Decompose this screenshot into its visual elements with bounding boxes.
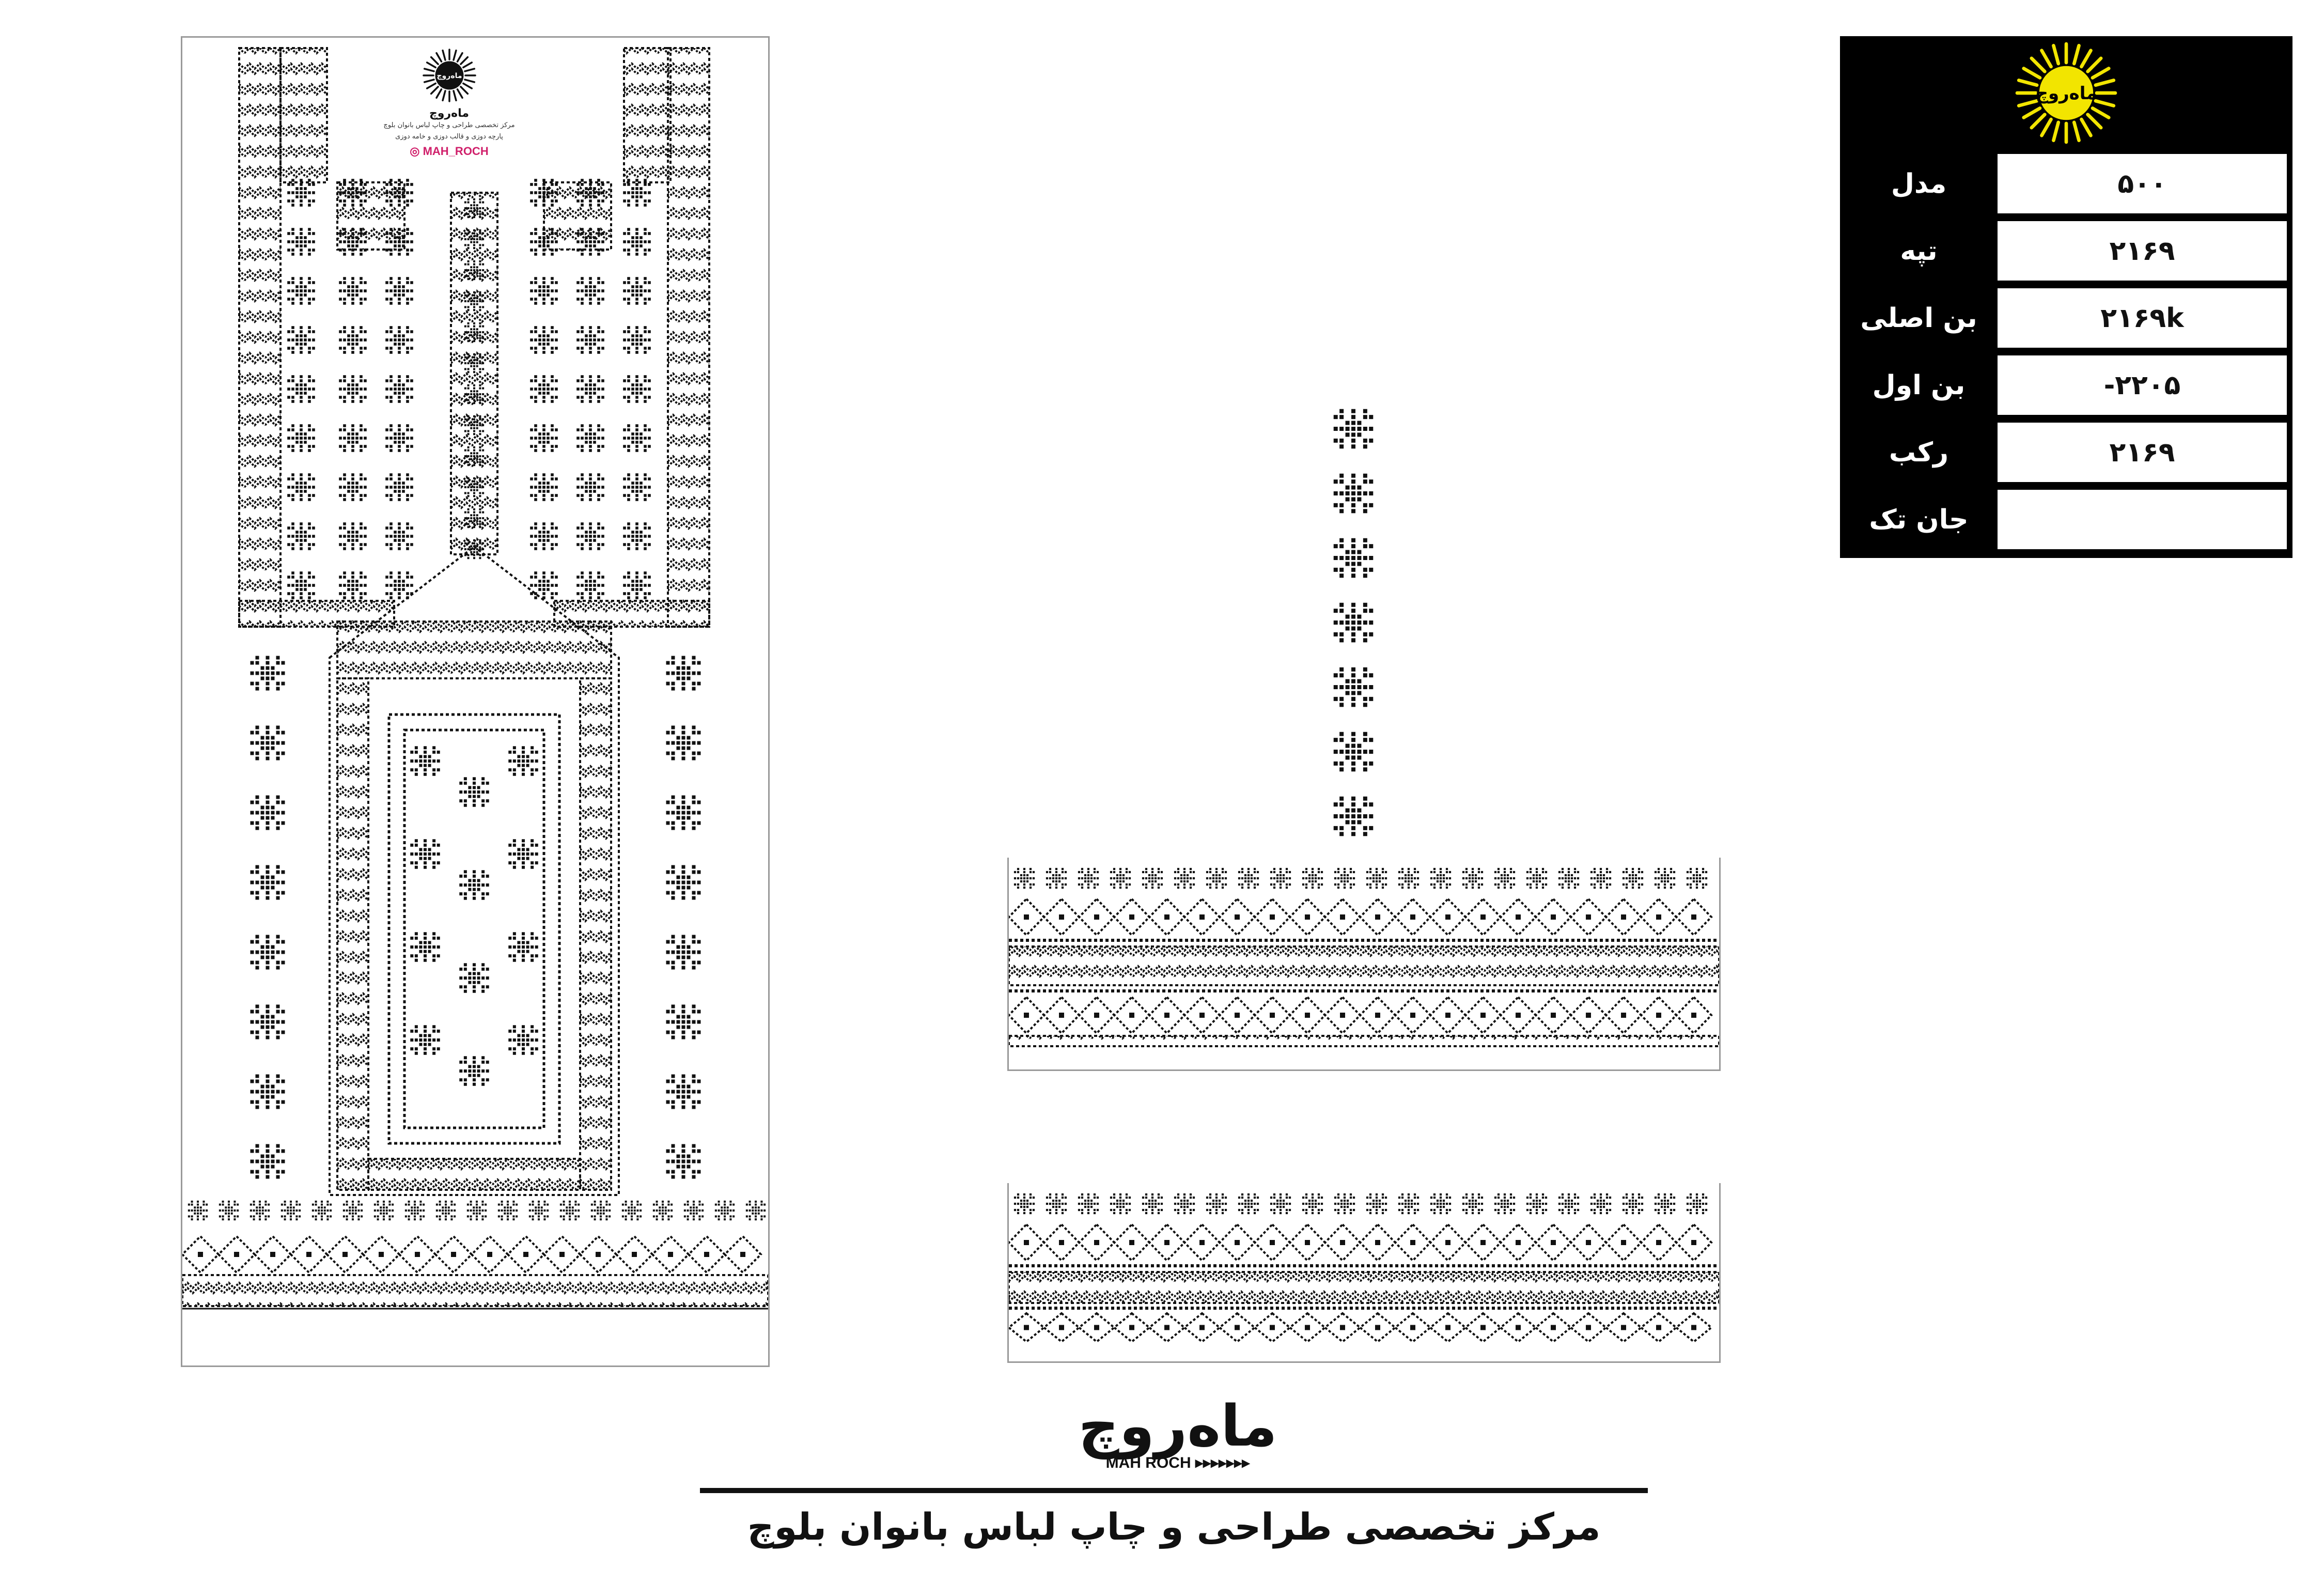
- cross-stitch-motif: [1078, 868, 1099, 889]
- cross-stitch-motif: [1046, 868, 1067, 889]
- cross-stitch-motif: [459, 963, 489, 992]
- cross-stitch-motif: [385, 522, 413, 550]
- cross-stitch-motif: [1398, 1193, 1419, 1214]
- cross-stitch-motif: [530, 326, 558, 354]
- spec-row-main-base: [1840, 284, 2292, 351]
- svg-text:ماه‌روچ: ماه‌روچ: [436, 71, 462, 80]
- cross-stitch-motif: [1206, 868, 1227, 889]
- cross-stitch-motif: [410, 839, 440, 868]
- cross-stitch-motif: [251, 1075, 285, 1109]
- cross-stitch-motif: [508, 839, 538, 868]
- cross-stitch-motif: [623, 375, 651, 403]
- cross-stitch-motif: [666, 1144, 701, 1179]
- cross-stitch-motif: [251, 865, 285, 900]
- cross-stitch-motif: [343, 1201, 363, 1220]
- spec-label: بن اصلی: [1860, 302, 1977, 334]
- spec-value: ۲۱۶۹k: [1998, 288, 2287, 348]
- cross-stitch-motif: [1334, 732, 1374, 772]
- cross-stitch-motif: [498, 1201, 518, 1220]
- cross-stitch-motif: [1494, 868, 1515, 889]
- spec-row-rekab: [1840, 418, 2292, 486]
- cross-stitch-motif: [464, 198, 484, 218]
- spec-value: ۵۰۰: [1998, 154, 2287, 213]
- cross-stitch-motif: [1366, 1193, 1387, 1214]
- cross-stitch-motif: [666, 1075, 701, 1109]
- cross-stitch-motif: [1526, 868, 1547, 889]
- cross-stitch-motif: [508, 932, 538, 961]
- cross-stitch-motif: [459, 870, 489, 899]
- footer-brand-name: ماه‌روچ: [1078, 1393, 1277, 1459]
- cross-stitch-motif: [219, 1201, 239, 1220]
- cross-stitch-motif: [188, 1201, 208, 1220]
- spec-value: ۲۱۶۹: [1998, 423, 2287, 482]
- cross-stitch-motif: [464, 229, 484, 249]
- instagram-handle-text: MAH_ROCH: [423, 145, 489, 158]
- cross-stitch-motif: [623, 277, 651, 305]
- cross-stitch-motif: [385, 424, 413, 452]
- cross-stitch-motif: [385, 571, 413, 599]
- spec-value: -۲۲۰۵: [1998, 355, 2287, 415]
- footer-tagline: مرکز تخصصی طراحی و چاپ لباس بانوان بلوچ: [747, 1505, 1601, 1548]
- cross-stitch-motif: [1238, 868, 1259, 889]
- sleeve-border-2: [1007, 1183, 1721, 1363]
- spec-table: [1840, 36, 2292, 558]
- cross-stitch-motif: [666, 726, 701, 761]
- cross-stitch-motif: [560, 1201, 580, 1220]
- cross-stitch-motif: [1174, 868, 1195, 889]
- brand-sun-logo-icon: [1840, 36, 2292, 150]
- cross-stitch-motif: [1334, 603, 1374, 643]
- cross-stitch-motif: [1623, 868, 1643, 889]
- sleeve-stem-motif: [1317, 408, 1390, 863]
- cross-stitch-motif: [1046, 1193, 1067, 1214]
- cross-stitch-motif: [339, 277, 367, 305]
- cross-stitch-motif: [623, 179, 651, 207]
- cross-stitch-motif: [385, 277, 413, 305]
- cross-stitch-motif: [653, 1201, 673, 1220]
- cross-stitch-motif: [666, 935, 701, 970]
- cross-stitch-motif: [530, 375, 558, 403]
- cross-stitch-motif: [251, 656, 285, 691]
- cross-stitch-motif: [1110, 868, 1131, 889]
- cross-stitch-motif: [436, 1201, 456, 1220]
- hem-band: [182, 1201, 768, 1309]
- diamond-band: [182, 1236, 761, 1272]
- cross-stitch-motif: [1366, 868, 1387, 889]
- cross-stitch-motif: [576, 326, 604, 354]
- cross-stitch-motif: [1462, 1193, 1483, 1214]
- cross-stitch-motif: [464, 446, 484, 466]
- cross-stitch-motif: [1014, 1193, 1035, 1214]
- cross-stitch-motif: [464, 477, 484, 497]
- cross-stitch-motif: [287, 571, 315, 599]
- side-motifs: [251, 656, 701, 1179]
- cross-stitch-motif: [684, 1201, 704, 1220]
- cross-stitch-motif: [287, 326, 315, 354]
- cross-stitch-motif: [1270, 1193, 1291, 1214]
- cross-stitch-motif: [1014, 868, 1035, 889]
- cross-stitch-motif: [1398, 868, 1419, 889]
- footer-divider: [700, 1488, 1648, 1493]
- panel-label-line1: مرکز تخصصی طراحی و چاپ لباس بانوان بلوچ: [383, 121, 515, 129]
- cross-stitch-motif: [508, 1025, 538, 1054]
- cross-stitch-motif: [576, 473, 604, 501]
- cross-stitch-motif: [1238, 1193, 1259, 1214]
- cross-stitch-motif: [250, 1201, 270, 1220]
- cross-stitch-motif: [576, 522, 604, 550]
- cross-stitch-motif: [339, 571, 367, 599]
- panel-brand-label: [383, 44, 515, 173]
- cross-stitch-motif: [405, 1201, 425, 1220]
- cross-stitch-motif: [459, 777, 489, 806]
- cross-stitch-motif: [467, 1201, 487, 1220]
- cross-stitch-motif: [339, 522, 367, 550]
- cross-stitch-motif: [622, 1201, 642, 1220]
- sleeve-border-2-pattern: [1009, 1183, 1719, 1361]
- cross-stitch-motif: [715, 1201, 735, 1220]
- spec-value: [1998, 490, 2287, 549]
- spec-row-tape: [1840, 217, 2292, 284]
- cross-stitch-motif: [339, 375, 367, 403]
- footer-brand-logo: [1049, 1395, 1307, 1488]
- cross-stitch-motif: [464, 291, 484, 311]
- cross-stitch-motif: [1558, 868, 1579, 889]
- cross-stitch-motif: [1270, 868, 1291, 889]
- sleeve-border-1-pattern: [1009, 858, 1719, 1069]
- spec-label: مدل: [1891, 168, 1947, 199]
- cross-stitch-motif: [666, 796, 701, 830]
- sleeve-border-1: [1007, 858, 1721, 1071]
- spec-row-first-base: [1840, 351, 2292, 418]
- cross-stitch-motif: [385, 326, 413, 354]
- footer-brand-sub: MAH ROCH ▸▸▸▸▸▸▸: [1105, 1454, 1250, 1471]
- cross-stitch-motif: [1655, 1193, 1675, 1214]
- cross-stitch-motif: [1334, 474, 1374, 514]
- cross-stitch-motif: [1078, 1193, 1099, 1214]
- cross-stitch-motif: [459, 1056, 489, 1085]
- cross-stitch-motif: [1687, 1193, 1707, 1214]
- cross-stitch-motif: [1302, 1193, 1323, 1214]
- cross-stitch-motif: [623, 571, 651, 599]
- cross-stitch-motif: [1302, 868, 1323, 889]
- diamond-band: [1009, 1313, 1711, 1342]
- cross-stitch-motif: [1206, 1193, 1227, 1214]
- cross-stitch-motif: [591, 1201, 611, 1220]
- cross-stitch-motif: [1430, 1193, 1451, 1214]
- cross-stitch-motif: [666, 656, 701, 691]
- cross-stitch-motif: [576, 277, 604, 305]
- cross-stitch-motif: [1526, 1193, 1547, 1214]
- cross-stitch-motif: [385, 375, 413, 403]
- cross-stitch-motif: [1558, 1193, 1579, 1214]
- cross-stitch-motif: [339, 424, 367, 452]
- cross-stitch-motif: [339, 326, 367, 354]
- cross-stitch-motif: [666, 865, 701, 900]
- cross-stitch-motif: [623, 473, 651, 501]
- cross-stitch-motif: [1142, 868, 1163, 889]
- cross-stitch-motif: [1623, 1193, 1643, 1214]
- spec-row-jantak: [1840, 486, 2292, 553]
- cross-stitch-motif: [287, 277, 315, 305]
- cross-stitch-motif: [1334, 1193, 1355, 1214]
- cross-stitch-motif: [508, 746, 538, 775]
- cross-stitch-motif: [530, 277, 558, 305]
- cross-stitch-motif: [281, 1201, 301, 1220]
- cross-stitch-motif: [287, 424, 315, 452]
- cross-stitch-motif: [623, 424, 651, 452]
- spec-label: رکب: [1889, 437, 1949, 468]
- cross-stitch-motif: [464, 322, 484, 342]
- cross-stitch-motif: [1687, 868, 1707, 889]
- instagram-icon: ◎: [410, 145, 420, 158]
- cross-stitch-motif: [312, 1201, 332, 1220]
- cross-stitch-motif: [287, 522, 315, 550]
- embroidery-pattern: [182, 38, 768, 1365]
- cross-stitch-motif: [464, 415, 484, 435]
- cross-stitch-motif: [1174, 1193, 1195, 1214]
- cross-stitch-motif: [1430, 868, 1451, 889]
- cross-stitch-motif: [623, 522, 651, 550]
- diamond-band: [1009, 899, 1711, 935]
- cross-stitch-motif: [1590, 1193, 1611, 1214]
- cross-stitch-motif: [530, 473, 558, 501]
- cross-stitch-motif: [251, 1005, 285, 1039]
- cross-stitch-motif: [1334, 797, 1374, 836]
- cross-stitch-motif: [1110, 1193, 1131, 1214]
- diamond-band: [1009, 1224, 1711, 1261]
- cross-stitch-motif: [410, 1025, 440, 1054]
- cross-stitch-motif: [530, 424, 558, 452]
- cross-stitch-motif: [410, 746, 440, 775]
- cross-stitch-motif: [464, 539, 484, 559]
- cross-stitch-motif: [251, 796, 285, 830]
- cross-stitch-motif: [385, 473, 413, 501]
- cross-stitch-motif: [530, 571, 558, 599]
- cross-stitch-motif: [576, 571, 604, 599]
- cross-stitch-motif: [1590, 868, 1611, 889]
- cross-stitch-motif: [576, 375, 604, 403]
- spec-row-model: [1840, 150, 2292, 217]
- cross-stitch-motif: [666, 1005, 701, 1039]
- cross-stitch-motif: [529, 1201, 549, 1220]
- cross-stitch-motif: [339, 473, 367, 501]
- cross-stitch-motif: [287, 473, 315, 501]
- panel-label-line2: پارچه دوزی و قالب دوزی و خامه دوزی: [395, 133, 503, 141]
- cross-stitch-motif: [410, 932, 440, 961]
- cross-stitch-motif: [251, 935, 285, 970]
- cross-stitch-motif: [530, 522, 558, 550]
- spec-label: جان تک: [1869, 504, 1969, 535]
- cross-stitch-motif: [464, 508, 484, 528]
- cross-stitch-motif: [1655, 868, 1675, 889]
- cross-stitch-motif: [1494, 1193, 1515, 1214]
- spec-label: تپه: [1900, 235, 1938, 267]
- cross-stitch-motif: [287, 179, 315, 207]
- neck-bib: [239, 48, 709, 1195]
- diamond-band: [1009, 997, 1711, 1033]
- instagram-handle: [383, 145, 515, 158]
- cross-stitch-motif: [623, 326, 651, 354]
- panel-brand-name: ماه‌روچ: [429, 107, 470, 120]
- cross-stitch-motif: [464, 353, 484, 373]
- cross-stitch-motif: [464, 384, 484, 404]
- cross-stitch-motif: [1334, 409, 1374, 449]
- sun-logo-icon: [421, 47, 478, 104]
- cross-stitch-motif: [251, 1144, 285, 1179]
- cross-stitch-motif: [1334, 538, 1374, 578]
- cross-stitch-motif: [576, 424, 604, 452]
- cross-stitch-motif: [746, 1201, 766, 1220]
- cross-stitch-motif: [464, 260, 484, 280]
- cross-stitch-motif: [1142, 1193, 1163, 1214]
- cross-stitch-motif: [374, 1201, 394, 1220]
- cross-stitch-motif: [1334, 868, 1355, 889]
- cross-stitch-motif: [1462, 868, 1483, 889]
- cross-stitch-motif: [1334, 668, 1374, 707]
- cross-stitch-motif: [287, 375, 315, 403]
- cross-stitch-motif: [623, 228, 651, 256]
- spec-value: ۲۱۶۹: [1998, 221, 2287, 281]
- garment-panel: [181, 36, 770, 1367]
- spec-label: بن اول: [1872, 369, 1966, 401]
- cross-stitch-motif: [251, 726, 285, 761]
- cross-stitch-motif: [287, 228, 315, 256]
